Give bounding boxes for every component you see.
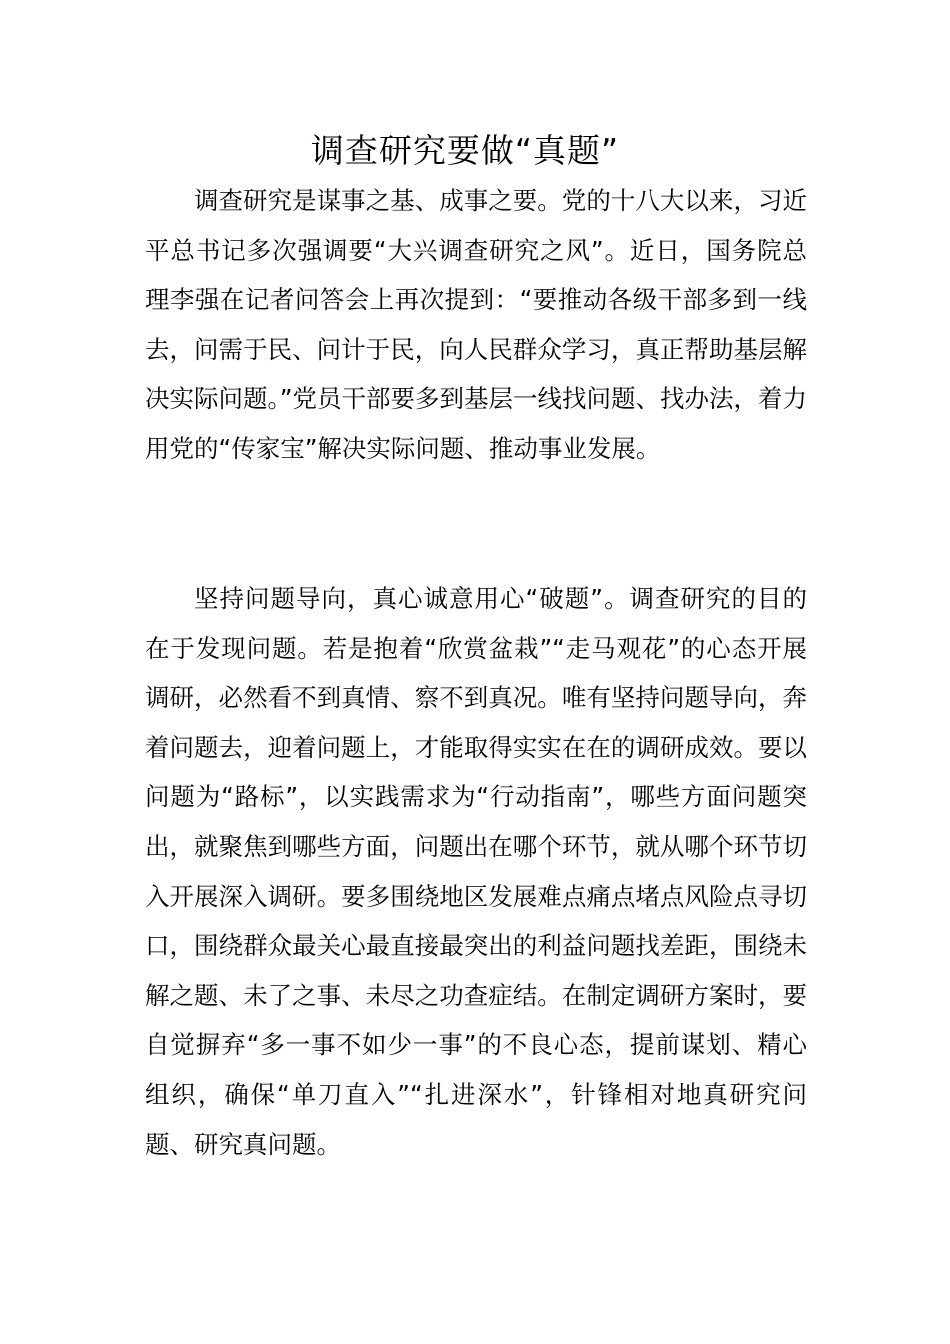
document-title: 调查研究要做“真题” (310, 131, 620, 170)
paragraph-intro: 调查研究是谋事之基、成事之要。党的十八大以来，习近平总书记多次强调要“大兴调查研究之风”。近日，国务院总理李强在记者问答会上再次提到：“要推动各级干部多到一线去，问需于民、问计于民，向人民群众学习，真正帮助基层解决实际问题。”党员干部要多到基层一线找问题、找办法，着力用党的“传家宝”解决实际问题、推动事业发展。 (145, 186, 807, 463)
paragraph-problem-oriented: 坚持问题导向，真心诚意用心“破题”。调查研究的目的在于发现问题。若是抱着“欣赏盆栽”“走马观花”的心态开展调研，必然看不到真情、察不到真况。唯有坚持问题导向，奔着问题去，迎着问题上，才能取得实实在在的调研成效。要以问题为“路标”，以实践需求为“行动指南”，哪些方面问题突出，就聚焦到哪些方面，问题出在哪个环节，就从哪个环节切入开展深入调研。要多围绕地区发展难点痛点堵点风险点寻切口，围绕群众最关心最直接最突出的利益问题找差距，围绕未解之题、未了之事、未尽之功查症结。在制定调研方案时，要自觉摒弃“多一事不如少一事”的不良心态，提前谋划、精心组织，确保“单刀直入”“扎进深水”，针锋相对地真研究问题、研究真问题。 (145, 584, 807, 1159)
